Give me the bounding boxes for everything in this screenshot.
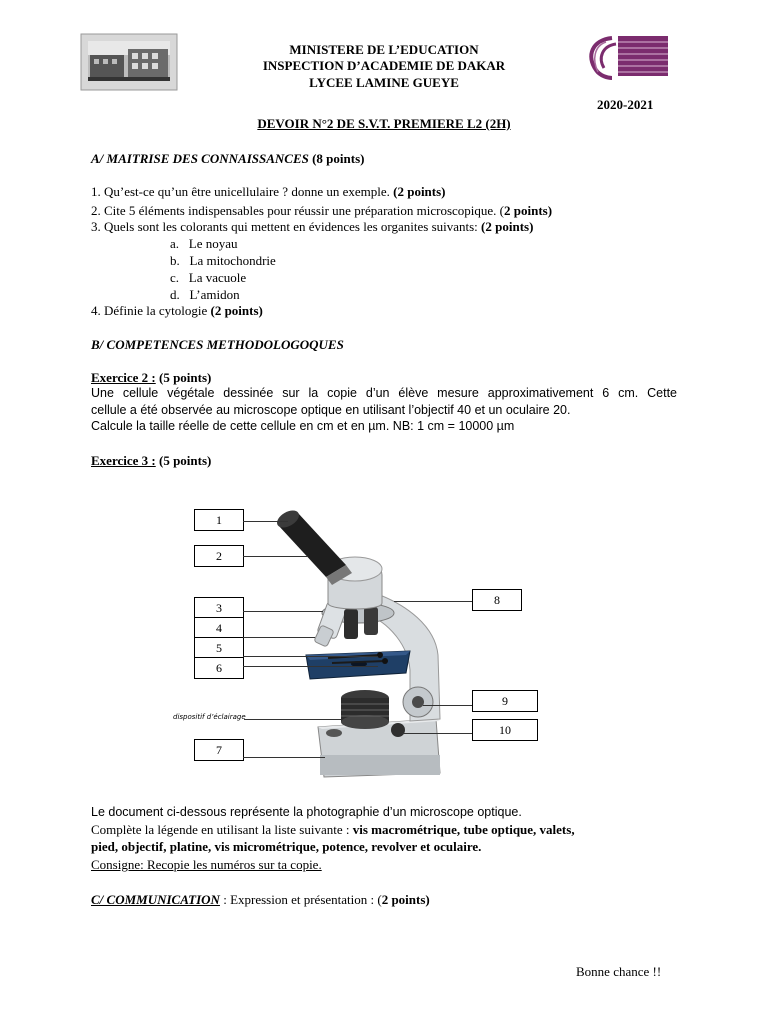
leader-line-5 xyxy=(243,656,378,657)
school-name: LYCEE LAMINE GUEYE xyxy=(309,75,459,90)
section-b-heading: B/ COMPETENCES METHODOLOGOQUES xyxy=(91,337,344,352)
leader-line-2 xyxy=(243,556,308,557)
label-box-9: 9 xyxy=(472,690,538,712)
leader-line-10 xyxy=(402,733,472,734)
exercise-2-line-1: Une cellule végétale dessinée sur la copie d’un élève mesure approximativement 6 cm. Cette xyxy=(91,386,677,400)
complete-list-line-2: pied, objectif, platine, vis micrométrique, potence, revolver et oculaire. xyxy=(91,839,482,854)
exam-title: DEVOIR N°2 DE S.V.T. PREMIERE L2 (2H) xyxy=(257,116,511,131)
label-box-8: 8 xyxy=(472,589,522,611)
q3-item-a: a. Le noyau xyxy=(170,236,238,251)
leader-line-6 xyxy=(243,666,378,667)
leader-line-3 xyxy=(243,611,323,612)
question-4: 4. Définie la cytologie (2 points) xyxy=(91,303,263,318)
complete-instruction: Complète la légende en utilisant la liste suivante : vis macrométrique, tube optique, valets, xyxy=(91,822,575,837)
label-box-10: 10 xyxy=(472,719,538,741)
question-2: 2. Cite 5 éléments indispensables pour réussir une préparation microscopique. (2 points) xyxy=(91,203,553,218)
section-a-heading: A/ MAITRISE DES CONNAISSANCES (8 points) xyxy=(91,151,365,166)
label-box-3: 3 xyxy=(194,597,244,619)
label-box-7: 7 xyxy=(194,739,244,761)
exercise-2-line-2: cellule a été observée au microscope optique en utilisant l’objectif 40 et un oculaire 20. xyxy=(91,403,571,417)
section-c: C/ COMMUNICATION : Expression et présentation : (2 points) xyxy=(91,892,430,907)
label-box-6: 6 xyxy=(194,657,244,679)
microscope-illustration xyxy=(240,505,470,785)
document-description: Le document ci-dessous représente la photographie d’un microscope optique. xyxy=(91,805,522,819)
consigne: Consigne: Recopie les numéros sur ta copie. xyxy=(91,857,322,872)
leader-line-7 xyxy=(243,757,325,758)
label-box-4: 4 xyxy=(194,617,244,639)
q3-item-b: b. La mitochondrie xyxy=(170,253,276,268)
label-box-2: 2 xyxy=(194,545,244,567)
question-3: 3. Quels sont les colorants qui mettent en évidences les organites suivants: (2 points) xyxy=(91,219,534,234)
closing-message: Bonne chance !! xyxy=(576,964,662,979)
q3-item-c: c. La vacuole xyxy=(170,270,247,285)
leader-line-4 xyxy=(243,637,315,638)
lighting-label: dispositif d’éclairage xyxy=(173,713,246,721)
exercise-2-line-3: Calcule la taille réelle de cette cellule en cm et en µm. NB: 1 cm = 10000 µm xyxy=(91,419,515,433)
leader-line-8 xyxy=(394,601,472,602)
question-1: 1. Qu’est-ce qu’un être unicellulaire ? donne un exemple. (2 points) xyxy=(91,184,446,199)
school-year: 2020-2021 xyxy=(597,97,654,112)
label-box-5: 5 xyxy=(194,637,244,659)
q3-item-d: d. L’amidon xyxy=(170,287,240,302)
leader-line-9 xyxy=(423,705,472,706)
ministry-title: MINISTERE DE L’EDUCATION xyxy=(289,42,479,57)
exercise-2-title: Exercice 2 : (5 points) xyxy=(91,370,212,385)
leader-line-lighting xyxy=(244,719,342,720)
leader-line-1 xyxy=(243,521,288,522)
label-box-1: 1 xyxy=(194,509,244,531)
exercise-3-title: Exercice 3 : (5 points) xyxy=(91,453,212,468)
inspection-title: INSPECTION D’ACADEMIE DE DAKAR xyxy=(262,58,506,73)
